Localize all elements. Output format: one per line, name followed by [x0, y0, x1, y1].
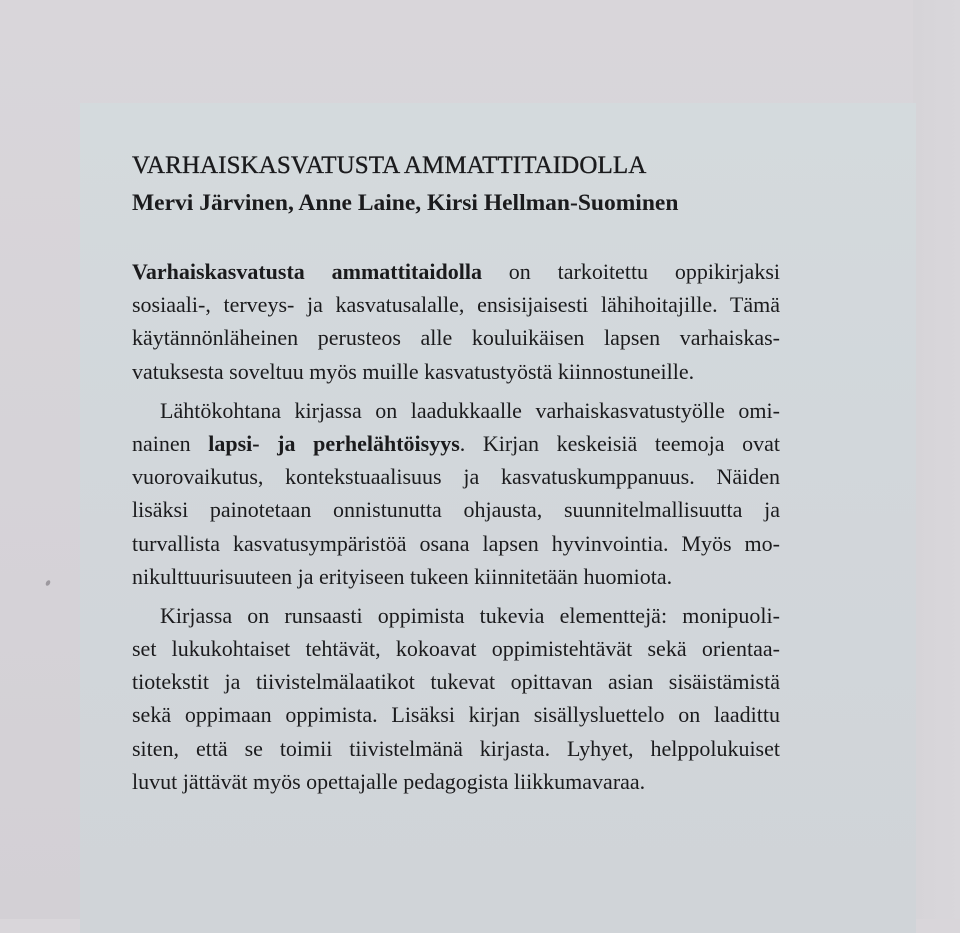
blurb-line: Lähtökohtana kirjassa on laadukkaalle varhaiskasvatustyölle omi- — [160, 397, 780, 423]
back-cover-content — [132, 150, 912, 798]
blurb-line: sosiaali-, terveys- ja kasvatusalalle, ensisijaisesti lähihoitajille. Tämä — [132, 292, 780, 318]
blurb-paragraph-3 — [132, 599, 912, 798]
blurb-line: siten, että se toimii tiivistelmänä kirjasta. Lyhyet, helppolukuiset — [132, 735, 780, 761]
blurb-line: nainen lapsi- ja perhelähtöisyys. Kirjan keskeisiä teemoja ovat — [132, 430, 780, 456]
blurb-paragraph-2 — [132, 394, 912, 593]
blurb-body — [132, 255, 912, 798]
blurb-line: nikulttuurisuuteen ja erityiseen tukeen kiinnitetään huomiota. — [132, 563, 673, 589]
blurb-line: vatuksesta soveltuu myös muille kasvatustyöstä kiinnostuneille. — [132, 358, 695, 384]
bold-book-title: Varhaiskasvatusta ammattitaidolla — [132, 259, 482, 284]
book-title: VARHAISKASVATUSTA AMMATTITAIDOLLA — [132, 152, 647, 179]
blurb-paragraph-1 — [132, 255, 912, 388]
book-authors: Mervi Järvinen, Anne Laine, Kirsi Hellman-Suominen — [132, 190, 679, 216]
blurb-line: tiotekstit ja tiivistelmälaatikot tukevat opittavan asian sisäistämistä — [132, 669, 780, 695]
blurb-line: käytännönläheinen perusteos alle kouluikäisen lapsen varhaiskas- — [132, 325, 780, 351]
blurb-line: turvallista kasvatusympäristöä osana lapsen hyvinvointia. Myös mo- — [132, 530, 780, 556]
blurb-line: lisäksi painotetaan onnistunutta ohjausta, suunnitelmallisuutta ja — [132, 497, 780, 523]
blurb-line: Varhaiskasvatusta ammattitaidolla on tarkoitettu oppikirjaksi — [132, 259, 780, 284]
blurb-line: luvut jättävät myös opettajalle pedagogista liikkumavaraa. — [132, 768, 646, 794]
paper-speck — [45, 579, 51, 586]
page-background-right — [913, 0, 960, 919]
blurb-line: sekä oppimaan oppimista. Lisäksi kirjan sisällysluettelo on laadittu — [132, 702, 780, 728]
bold-keyword: lapsi- ja perhelähtöisyys — [208, 430, 460, 456]
blurb-line: Kirjassa on runsaasti oppimista tukevia elementtejä: monipuoli- — [160, 602, 780, 628]
blurb-line: vuorovaikutus, kontekstuaalisuus ja kasvatuskumppanuus. Näiden — [132, 464, 780, 490]
blurb-line: set lukukohtaiset tehtävät, kokoavat oppimistehtävät sekä orientaa- — [132, 636, 780, 662]
